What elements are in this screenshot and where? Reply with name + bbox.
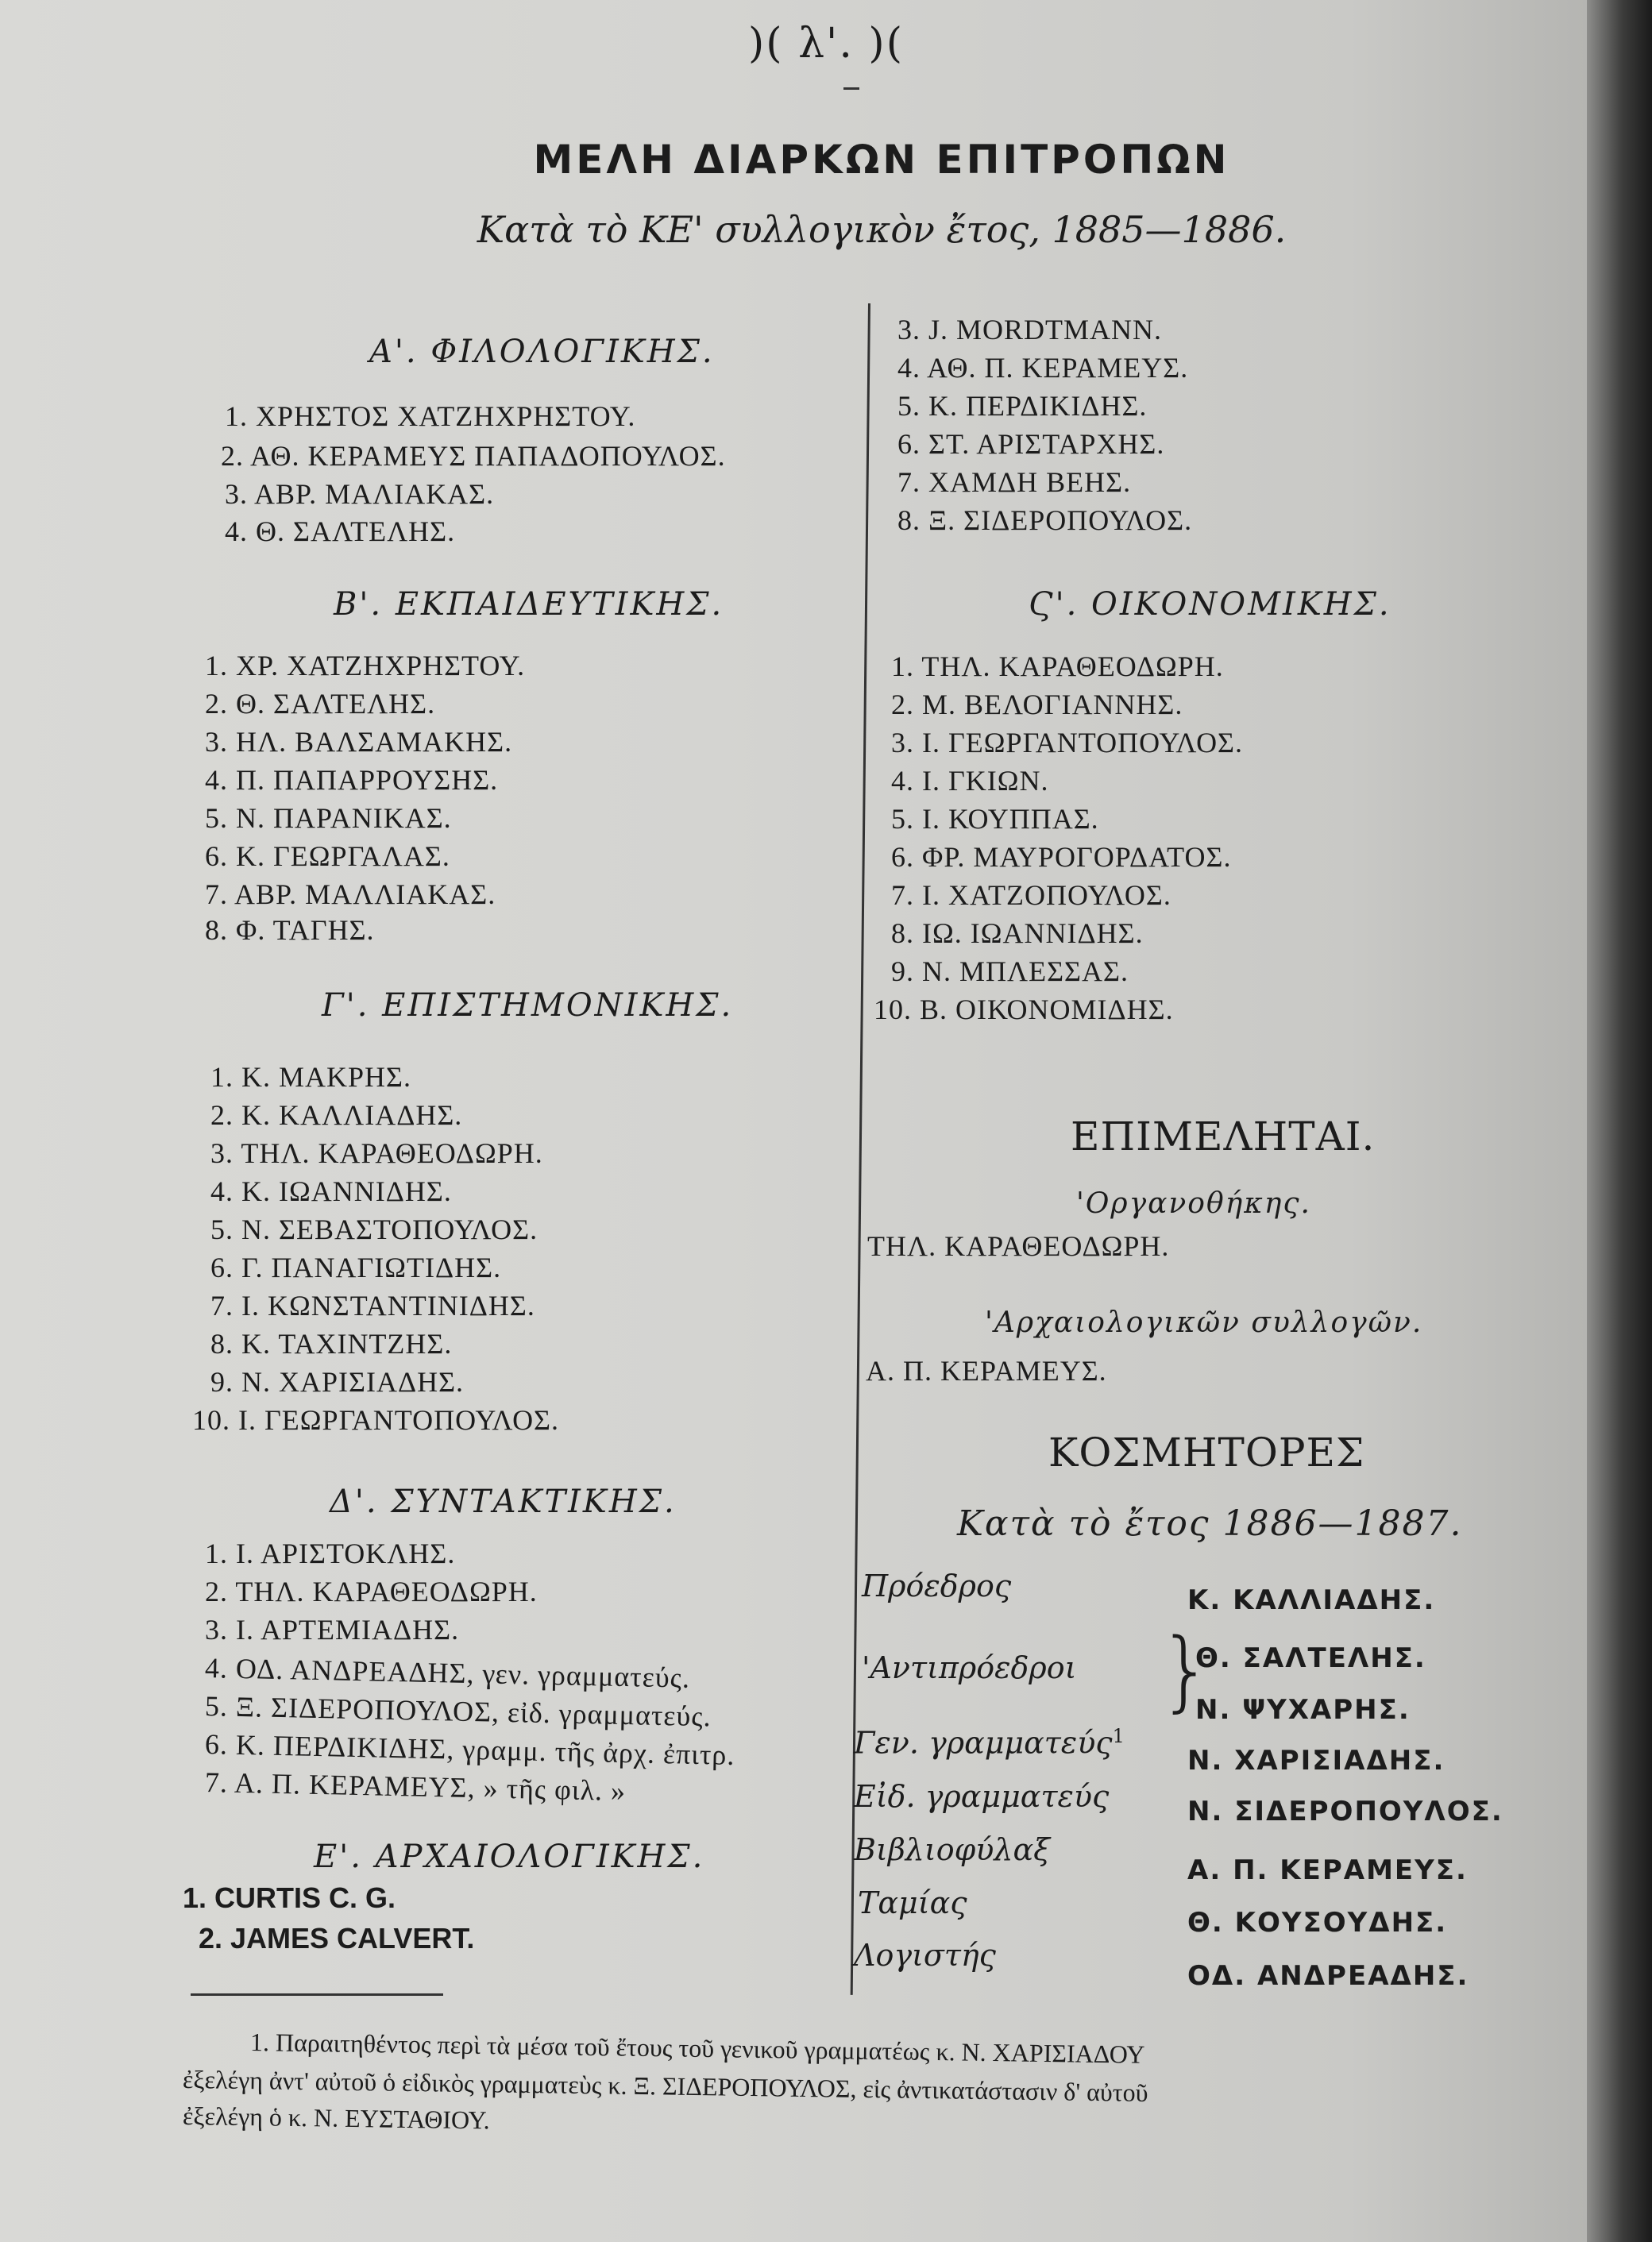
list-item: 5. Ξ. ΣΙΔΕΡΟΠΟΥΛΟΣ, εἰδ. γραμματεύς. <box>204 1690 712 1733</box>
curators-archaeology-name: Α. Π. ΚΕΡΑΜΕΥΣ. <box>866 1355 1107 1387</box>
list-item: 5. Ν. ΠΑΡΑΝΙΚΑΣ. <box>205 802 452 834</box>
list-item: 7. Ι. ΚΩΝΣΤΑΝΤΙΝΙΔΗΣ. <box>210 1290 535 1322</box>
list-item: 3. ΤΗΛ. ΚΑΡΑΘΕΟΔΩΡΗ. <box>210 1137 543 1169</box>
brace: } <box>1158 1619 1214 1721</box>
officer-name: ΟΔ. ΑΝΔΡΕΑΔΗΣ. <box>1187 1960 1469 1992</box>
list-item: 5. Ν. ΣΕΒΑΣΤΟΠΟΥΛΟΣ. <box>210 1214 538 1245</box>
list-item: 7. ΧΑΜΔΗ ΒΕΗΣ. <box>897 466 1132 498</box>
role-vice-presidents: 'Αντιπρόεδροι <box>862 1650 1077 1685</box>
list-item: 6. ΣΤ. ΑΡΙΣΤΑΡΧΗΣ. <box>897 428 1165 460</box>
page-number: )( λ'. )( <box>748 20 904 68</box>
page-title: ΜΕΛΗ ΔΙΑΡΚΩΝ ΕΠΙΤΡΟΠΩΝ <box>533 137 1230 183</box>
list-item: 2. Μ. ΒΕΛΟΓΙΑΝΝΗΣ. <box>891 689 1183 720</box>
list-item: 9. Ν. ΜΠΛΕΣΣΑΣ. <box>891 955 1129 987</box>
list-item: 1. CURTIS C. G. <box>183 1881 396 1914</box>
list-item: 2. Θ. ΣΑΛΤΕΛΗΣ. <box>205 688 436 720</box>
book-spine <box>1587 0 1652 2242</box>
role-treasurer: Ταμίας <box>858 1885 967 1920</box>
list-item: 8. Φ. ΤΑΓΗΣ. <box>205 914 375 946</box>
committee-heading-philological: Α'. ΦΙΛΟΛΟΓΙΚΗΣ. <box>369 334 715 370</box>
footnote-line: ἐξελέγη ὁ κ. Ν. ΕΥΣΤΑΘΙΟΥ. <box>182 2101 490 2135</box>
list-item: 1. ΧΡΗΣΤΟΣ ΧΑΤΖΗΧΡΗΣΤΟΥ. <box>225 400 636 432</box>
list-item: 4. Κ. ΙΩΑΝΝΙΔΗΣ. <box>210 1175 452 1207</box>
list-item: 4. Θ. ΣΑΛΤΕΛΗΣ. <box>225 515 456 547</box>
role-librarian: Βιβλιοφύλαξ <box>854 1832 1051 1867</box>
list-item: 6. Γ. ΠΑΝΑΓΙΩΤΙΔΗΣ. <box>210 1252 502 1283</box>
list-item: 4. ΟΔ. ΑΝΔΡΕΑΔΗΣ, γεν. γραμματεύς. <box>204 1652 691 1694</box>
list-item: 1. ΧΡ. ΧΑΤΖΗΧΡΗΣΤΟΥ. <box>205 650 526 681</box>
page-subtitle: Κατὰ τὸ ΚΕ' συλλογικὸν ἔτος, 1885—1886. <box>477 208 1287 251</box>
list-item: 5. Κ. ΠΕΡΔΙΚΙΔΗΣ. <box>897 390 1148 422</box>
committee-heading-editorial: Δ'. ΣΥΝΤΑΚΤΙΚΗΣ. <box>330 1484 677 1520</box>
officers-heading: ΚΟΣΜΗΤΟΡΕΣ <box>1048 1430 1365 1476</box>
officer-name: Ν. ΨΥΧΑΡΗΣ. <box>1195 1694 1411 1726</box>
list-item: 7. Ι. ΧΑΤΖΟΠΟΥΛΟΣ. <box>891 879 1171 911</box>
list-item: 10. Β. ΟΙΚΟΝΟΜΙΔΗΣ. <box>874 994 1174 1025</box>
list-item: 5. Ι. ΚΟΥΠΠΑΣ. <box>891 803 1099 835</box>
role-general-secretary-label: Γεν. γραμματεύς <box>854 1725 1113 1761</box>
list-item: 3. ΑΒΡ. ΜΑΛΙΑΚΑΣ. <box>225 478 495 510</box>
list-item: 8. ΙΩ. ΙΩΑΝΝΙΔΗΣ. <box>891 917 1144 949</box>
curators-instruments-label: 'Οργανοθήκης. <box>1076 1187 1311 1220</box>
committee-heading-educational: Β'. ΕΚΠΑΙΔΕΥΤΙΚΗΣ. <box>334 586 724 623</box>
role-general-secretary <box>854 1725 1125 1761</box>
list-item: 1. ΤΗΛ. ΚΑΡΑΘΕΟΔΩΡΗ. <box>891 650 1224 682</box>
list-item: 4. Π. ΠΑΠΑΡΡΟΥΣΗΣ. <box>205 764 499 796</box>
footnote-line: 1. Παραιτηθέντος περὶ τὰ μέσα τοῦ ἔτους τοῦ γενικοῦ γραμματέως κ. Ν. ΧΑΡΙΣΙΑΔΟΥ <box>249 2028 1145 2069</box>
footnote-rule <box>191 1993 443 1996</box>
list-item: 8. Κ. ΤΑΧΙΝΤΖΗΣ. <box>210 1328 453 1360</box>
footnote-marker: 1 <box>1112 1725 1125 1747</box>
list-item: 4. ΑΘ. Π. ΚΕΡΑΜΕΥΣ. <box>897 352 1189 384</box>
officer-name: Θ. ΚΟΥΣΟΥΔΗΣ. <box>1187 1907 1448 1939</box>
officers-subheading: Κατὰ τὸ ἔτος 1886—1887. <box>957 1503 1463 1544</box>
list-item: 6. Κ. ΠΕΡΔΙΚΙΔΗΣ, γραμμ. τῆς ἀρχ. ἐπιτρ. <box>204 1728 735 1771</box>
list-item: 1. Κ. ΜΑΚΡΗΣ. <box>210 1061 411 1093</box>
list-item: 7. Α. Π. ΚΕΡΑΜΕΥΣ, » τῆς φιλ. » <box>204 1766 627 1808</box>
curators-instruments-name: ΤΗΛ. ΚΑΡΑΘΕΟΔΩΡΗ. <box>867 1230 1170 1262</box>
list-item: 2. ΑΘ. ΚΕΡΑΜΕΥΣ ΠΑΠΑΔΟΠΟΥΛΟΣ. <box>221 440 726 472</box>
list-item: 6. ΦΡ. ΜΑΥΡΟΓΟΡΔΑΤΟΣ. <box>891 841 1232 873</box>
list-item: 2. ΤΗΛ. ΚΑΡΑΘΕΟΔΩΡΗ. <box>205 1576 538 1607</box>
list-item: 2. JAMES CALVERT. <box>199 1922 475 1955</box>
list-item: 3. ΗΛ. ΒΑΛΣΑΜΑΚΗΣ. <box>205 726 513 758</box>
list-item: 3. Ι. ΓΕΩΡΓΑΝΤΟΠΟΥΛΟΣ. <box>891 727 1244 758</box>
page-number-rule <box>843 87 859 90</box>
role-accountant: Λογιστής <box>854 1938 996 1973</box>
officer-name: Ν. ΣΙΔΕΡΟΠΟΥΛΟΣ. <box>1187 1796 1503 1827</box>
list-item: 8. Ξ. ΣΙΔΕΡΟΠΟΥΛΟΣ. <box>897 504 1193 536</box>
curators-heading: ΕΠΙΜΕΛΗΤΑΙ. <box>1071 1113 1376 1160</box>
list-item: 2. Κ. ΚΑΛΛΙΑΔΗΣ. <box>210 1099 463 1131</box>
list-item: 10. Ι. ΓΕΩΡΓΑΝΤΟΠΟΥΛΟΣ. <box>192 1404 560 1436</box>
list-item: 4. Ι. ΓΚΙΩΝ. <box>891 765 1049 797</box>
list-item: 1. Ι. ΑΡΙΣΤΟΚΛΗΣ. <box>205 1538 456 1569</box>
officer-name: Α. Π. ΚΕΡΑΜΕΥΣ. <box>1187 1854 1468 1886</box>
committee-heading-archaeological: Ε'. ΑΡΧΑΙΟΛΟΓΙΚΗΣ. <box>314 1839 705 1875</box>
officer-name: Θ. ΣΑΛΤΕΛΗΣ. <box>1195 1642 1426 1674</box>
list-item: 6. Κ. ΓΕΩΡΓΑΛΑΣ. <box>205 840 450 872</box>
committee-heading-scientific: Γ'. ΕΠΙΣΤΗΜΟΝΙΚΗΣ. <box>322 987 734 1024</box>
officer-name: Ν. ΧΑΡΙΣΙΑΔΗΣ. <box>1187 1745 1446 1777</box>
footnote-line: ἐξελέγη ἀντ' αὐτοῦ ὁ εἰδικὸς γραμματεὺς κ. Ξ. ΣΙΔΕΡΟΠΟΥΛΟΣ, εἰς ἀντικατάστασιν δ' αὐτοῦ <box>182 2065 1148 2107</box>
list-item: 7. ΑΒΡ. ΜΑΛΛΙΑΚΑΣ. <box>205 878 496 910</box>
role-president: Πρόεδρος <box>862 1569 1012 1603</box>
role-special-secretary: Εἰδ. γραμματεύς <box>854 1779 1110 1814</box>
list-item: 9. Ν. ΧΑΡΙΣΙΑΔΗΣ. <box>210 1366 465 1398</box>
committee-heading-economic: Ϛ'. ΟΙΚΟΝΟΜΙΚΗΣ. <box>1029 586 1391 623</box>
curators-archaeology-label: 'Αρχαιολογικῶν συλλογῶν. <box>985 1306 1423 1339</box>
officer-name: Κ. ΚΑΛΛΙΑΔΗΣ. <box>1187 1584 1436 1616</box>
list-item: 3. Ι. ΑΡΤΕΜΙΑΔΗΣ. <box>205 1614 460 1646</box>
list-item: 3. J. MORDTMANN. <box>897 314 1163 345</box>
